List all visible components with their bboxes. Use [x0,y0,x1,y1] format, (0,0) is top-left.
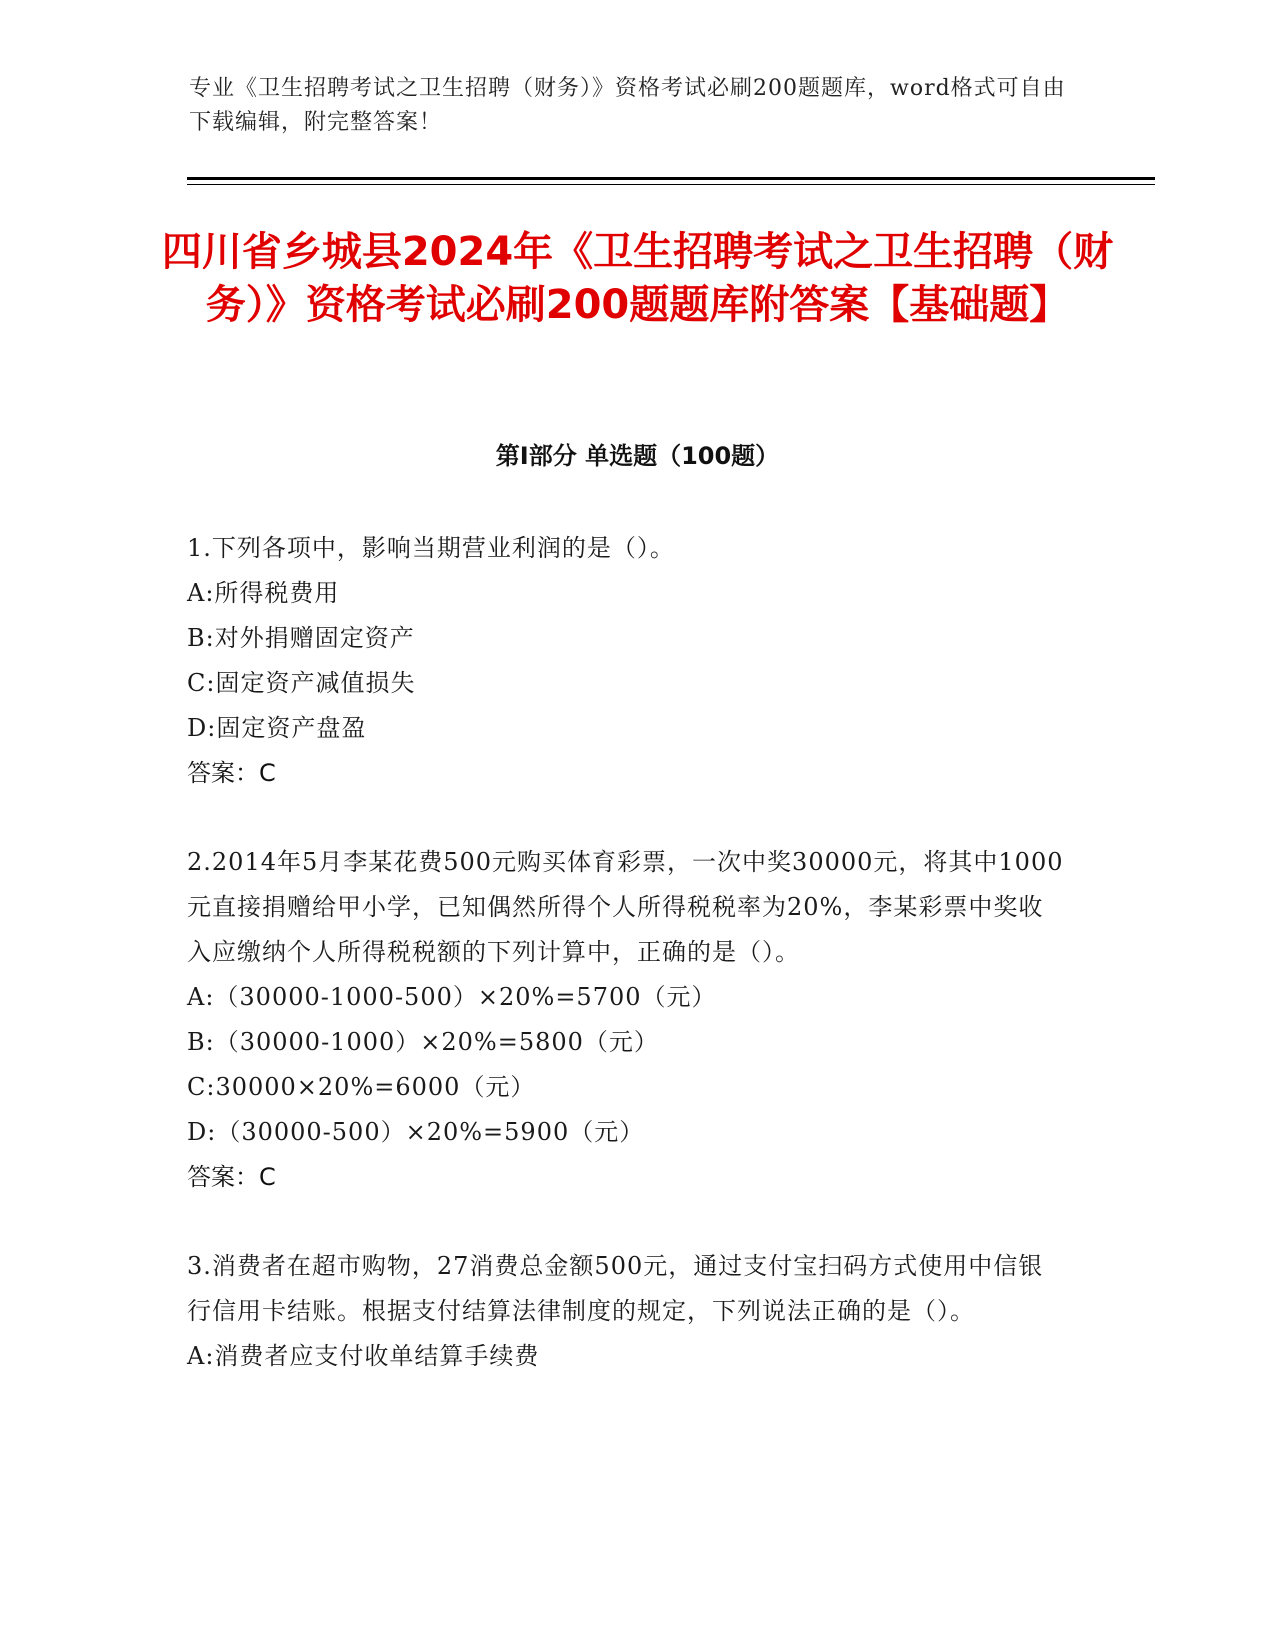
header-rule-thick [187,177,1155,180]
option-c: C:30000×20%=6000（元） [187,1073,536,1101]
option-d: D:（30000-500）×20%=5900（元） [187,1118,645,1146]
option-c: C:固定资产减值损失 [187,669,416,697]
document-title: 四川省乡城县2024年《卫生招聘考试之卫生招聘（财务）》资格考试必刷200题题库附答案【基础题】 [161,229,1114,328]
question-list [187,526,1067,1423]
option-b: B:（30000-1000）×20%=5800（元） [187,1028,659,1056]
option-d: D:固定资产盘盈 [187,714,367,742]
question-3 [187,1244,1067,1379]
header-rule-thin [187,184,1155,185]
question-stem: 1.下列各项中，影响当期营业利润的是（）。 [187,534,675,562]
section-heading: 第Ⅰ部分 单选题（100题） [495,442,780,470]
option-a: A:（30000-1000-500）×20%=5700（元） [187,983,717,1011]
question-stem: 3.消费者在超市购物，27消费总金额500元，通过支付宝扫码方式使用中信银行信用卡结账。根据支付结算法律制度的规定，下列说法正确的是（）。 [187,1252,1044,1325]
question-1 [187,526,1067,796]
question-stem: 2.2014年5月李某花费500元购买体育彩票，一次中奖30000元，将其中1000元直接捐赠给甲小学，已知偶然所得个人所得税税率为20%，李某彩票中奖收入应缴纳个人所得税税额的下列计算中，正确的是（）。 [187,848,1064,966]
option-a: A:所得税费用 [187,579,340,607]
answer: 答案：C [187,1163,276,1191]
answer: 答案：C [187,759,276,787]
option-a: A:消费者应支付收单结算手续费 [187,1342,540,1370]
question-2 [187,840,1067,1200]
option-b: B:对外捐赠固定资产 [187,624,415,652]
header-note: 专业《卫生招聘考试之卫生招聘（财务）》资格考试必刷200题题库，word格式可自由下载编辑，附完整答案！ [189,76,1066,135]
